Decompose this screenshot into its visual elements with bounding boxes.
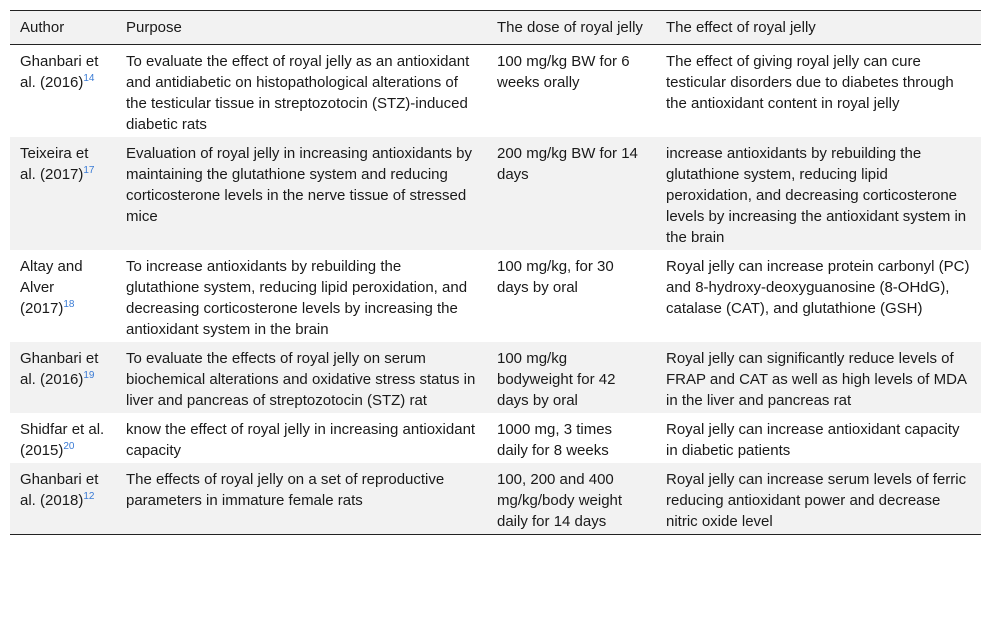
dose-cell: 1000 mg, 3 times daily for 8 weeks — [497, 421, 613, 459]
header-author: Author — [20, 19, 65, 36]
dose-cell: 200 mg/kg BW for 14 days — [497, 145, 638, 183]
reference-link[interactable]: 20 — [63, 441, 75, 452]
table-row — [10, 413, 981, 463]
dose-cell: 100 mg/kg bodyweight for 42 days by oral — [497, 350, 616, 409]
purpose-cell: To increase antioxidants by rebuilding the glutathione system, reducing lipid peroxidation, and decreasing corticosterone levels by increasing the antioxidant system in the brain — [126, 258, 468, 338]
author-name: Shidfar et al. (2015) — [20, 421, 105, 459]
dose-cell: 100 mg/kg BW for 6 weeks orally — [497, 53, 630, 91]
author-name: Altay and Alver (2017) — [20, 258, 83, 317]
header-row — [10, 11, 981, 45]
reference-link[interactable]: 19 — [83, 370, 95, 381]
table-header — [10, 11, 981, 45]
reference-link[interactable]: 17 — [83, 165, 95, 176]
purpose-cell: To evaluate the effects of royal jelly on serum biochemical alterations and oxidative stress status in liver and pancreas of streptozotocin (STZ) rat — [126, 350, 476, 409]
table-row — [10, 342, 981, 413]
table-row — [10, 250, 981, 342]
author-name: Teixeira et al. (2017) — [20, 145, 89, 183]
effect-cell: The effect of giving royal jelly can cure testicular disorders due to diabetes through the antioxidant content in royal jelly — [666, 53, 954, 112]
author-cell — [10, 342, 116, 413]
dose-cell: 100 mg/kg, for 30 days by oral — [497, 258, 614, 296]
header-purpose: Purpose — [126, 19, 182, 36]
dose-cell: 100, 200 and 400 mg/kg/body weight daily for 14 days — [497, 471, 623, 530]
royal-jelly-studies-table — [10, 10, 981, 535]
author-cell — [10, 413, 116, 463]
reference-link[interactable]: 12 — [83, 491, 95, 502]
table-row — [10, 45, 981, 138]
author-cell — [10, 137, 116, 250]
purpose-cell: know the effect of royal jelly in increasing antioxidant capacity — [126, 421, 476, 459]
table-body — [10, 45, 981, 535]
author-name: Ghanbari et al. (2018) — [20, 471, 99, 509]
purpose-cell: Evaluation of royal jelly in increasing antioxidants by maintaining the glutathione system and reducing corticosterone levels in the nerve tissue of stressed mice — [126, 145, 473, 225]
table-row — [10, 137, 981, 250]
table-row — [10, 463, 981, 535]
royal-jelly-table-container — [10, 10, 981, 535]
purpose-cell: To evaluate the effect of royal jelly as an antioxidant and antidiabetic on histopathological alterations of the testicular tissue in streptozotocin (STZ)-induced diabetic rats — [126, 53, 470, 133]
reference-link[interactable]: 18 — [63, 299, 75, 310]
author-cell — [10, 463, 116, 535]
author-cell — [10, 250, 116, 342]
author-name: Ghanbari et al. (2016) — [20, 350, 99, 388]
effect-cell: Royal jelly can increase protein carbonyl (PC) and 8-hydroxy-deoxyguanosine (8-OHdG), catalase (CAT), and glutathione (GSH) — [666, 258, 970, 317]
author-cell — [10, 45, 116, 138]
effect-cell: increase antioxidants by rebuilding the glutathione system, reducing lipid peroxidation, and decreasing corticosterone levels by increasing the antioxidant system in the brain — [666, 145, 967, 246]
purpose-cell: The effects of royal jelly on a set of reproductive parameters in immature female rats — [126, 471, 445, 509]
effect-cell: Royal jelly can significantly reduce levels of FRAP and CAT as well as high levels of MDA in the liver and pancreas rat — [666, 350, 967, 409]
author-name: Ghanbari et al. (2016) — [20, 53, 99, 91]
effect-cell: Royal jelly can increase serum levels of ferric reducing antioxidant power and decrease nitric oxide level — [666, 471, 967, 530]
header-dose: The dose of royal jelly — [497, 19, 643, 36]
header-effect: The effect of royal jelly — [666, 19, 816, 36]
reference-link[interactable]: 14 — [83, 73, 95, 84]
effect-cell: Royal jelly can increase antioxidant capacity in diabetic patients — [666, 421, 960, 459]
